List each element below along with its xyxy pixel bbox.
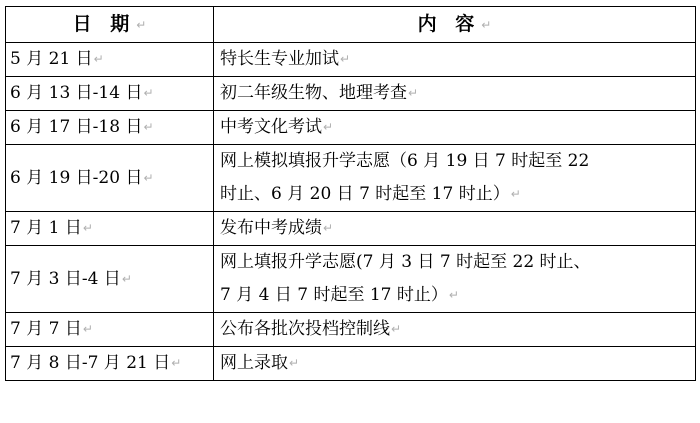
content-cell: 公布各批次投档控制线↵ (214, 313, 696, 347)
date-cell: 6 月 19 日-20 日↵ (6, 145, 214, 212)
schedule-table (5, 6, 696, 381)
paragraph-mark-icon: ↵ (82, 221, 93, 235)
date-cell: 7 月 1 日↵ (6, 212, 214, 246)
content-cell: 网上录取↵ (214, 347, 696, 381)
paragraph-mark-icon: ↵ (323, 221, 334, 235)
date-cell: 7 月 3 日-4 日↵ (6, 246, 214, 313)
paragraph-mark-icon: ↵ (93, 52, 104, 66)
table-row (6, 77, 696, 111)
paragraph-mark-icon: ↵ (481, 18, 492, 32)
content-line: 网上模拟填报升学志愿（6 月 19 日 7 时起至 22 (220, 151, 590, 171)
date-column-header: 日 期↵ (6, 7, 214, 43)
header-row (6, 7, 696, 43)
paragraph-mark-icon: ↵ (408, 86, 419, 100)
content-cell: 特长生专业加试↵ (214, 43, 696, 77)
paragraph-mark-icon: ↵ (171, 356, 182, 370)
table-row (6, 347, 696, 381)
paragraph-mark-icon: ↵ (323, 120, 334, 134)
table-row (6, 212, 696, 246)
table-row (6, 246, 696, 313)
paragraph-mark-icon: ↵ (143, 170, 154, 185)
paragraph-mark-icon: ↵ (143, 86, 154, 100)
paragraph-mark-icon: ↵ (340, 52, 351, 66)
paragraph-mark-icon: ↵ (136, 18, 147, 32)
date-cell: 5 月 21 日↵ (6, 43, 214, 77)
paragraph-mark-icon: ↵ (121, 271, 132, 286)
content-cell: 发布中考成绩↵ (214, 212, 696, 246)
date-cell: 6 月 17 日-18 日↵ (6, 111, 214, 145)
content-line: 时止、6 月 20 日 7 时起至 17 时止）↵ (220, 184, 521, 204)
date-cell: 7 月 7 日↵ (6, 313, 214, 347)
content-line: 网上填报升学志愿(7 月 3 日 7 时起至 22 时止、 (220, 252, 591, 272)
table-row (6, 111, 696, 145)
paragraph-mark-icon: ↵ (289, 356, 300, 370)
table-row (6, 43, 696, 77)
content-line: 7 月 4 日 7 时起至 17 时止）↵ (220, 285, 459, 305)
content-cell (214, 145, 696, 212)
date-cell: 6 月 13 日-14 日↵ (6, 77, 214, 111)
paragraph-mark-icon: ↵ (448, 288, 459, 302)
content-cell (214, 246, 696, 313)
paragraph-mark-icon: ↵ (82, 322, 93, 336)
content-column-header: 内 容↵ (214, 7, 696, 43)
paragraph-mark-icon: ↵ (510, 187, 521, 201)
date-cell: 7 月 8 日-7 月 21 日↵ (6, 347, 214, 381)
paragraph-mark-icon: ↵ (143, 120, 154, 134)
content-cell: 中考文化考试↵ (214, 111, 696, 145)
table-row (6, 313, 696, 347)
paragraph-mark-icon: ↵ (391, 322, 402, 336)
content-cell: 初二年级生物、地理考查↵ (214, 77, 696, 111)
table-row (6, 145, 696, 212)
